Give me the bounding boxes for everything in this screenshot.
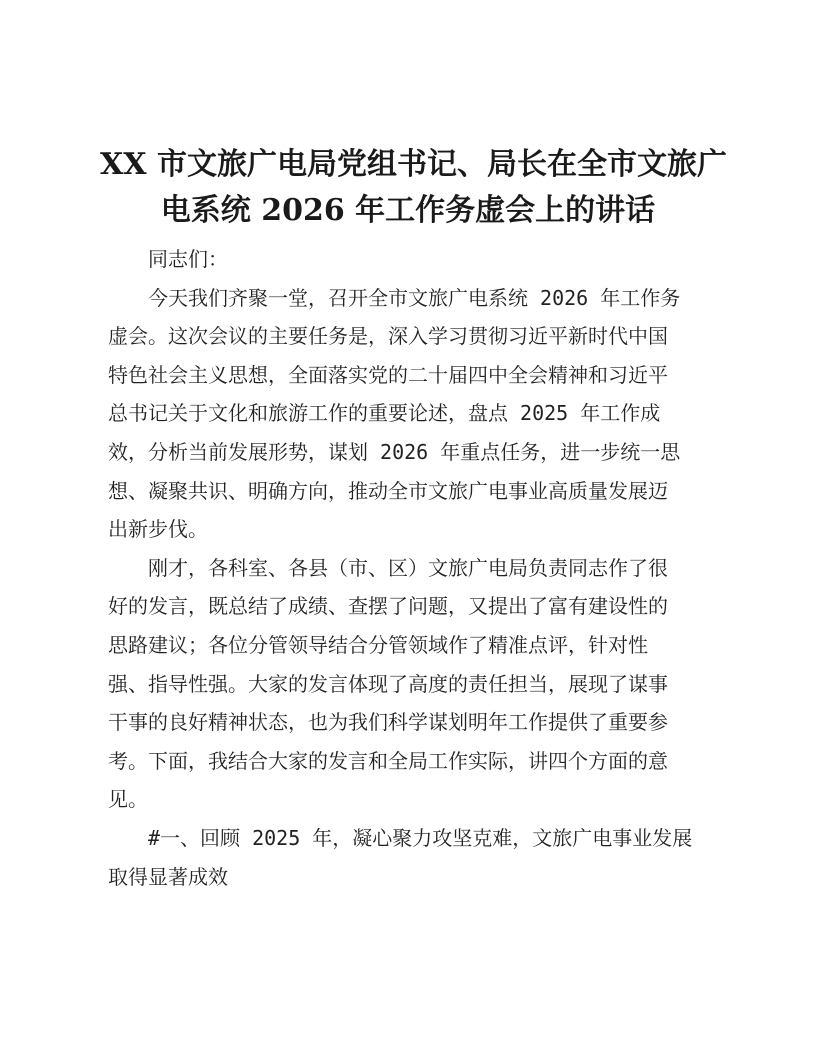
paragraph-line: 今天我们齐聚一堂，召开全市文旅广电系统 2026 年工作务	[148, 285, 681, 310]
document-title	[100, 142, 727, 234]
paragraph-line: 总书记关于文化和旅游工作的重要论述，盘点 2025 年工作成	[108, 401, 661, 426]
section-heading-line: 取得显著成效	[108, 864, 228, 889]
paragraph-review	[108, 549, 710, 819]
paragraph-line: 想、凝聚共识、明确方向，推动全市文旅广电事业高质量发展迈	[108, 478, 668, 503]
paragraph-line: 思路建议；各位分管领导结合分管领域作了精准点评，针对性	[108, 632, 648, 657]
paragraph-line: 出新步伐。	[108, 517, 208, 542]
document-body	[108, 240, 710, 896]
paragraph-line: 干事的良好精神状态，也为我们科学谋划明年工作提供了重要参	[108, 710, 668, 735]
paragraph-line: 虚会。这次会议的主要任务是，深入学习贯彻习近平新时代中国	[108, 324, 668, 349]
paragraph-line: 刚才，各科室、各县（市、区）文旅广电局负责同志作了很	[148, 555, 668, 580]
section-heading	[108, 819, 710, 896]
paragraph-line: 见。	[108, 787, 148, 812]
paragraph-line: 强、指导性强。大家的发言体现了高度的责任担当，展现了谋事	[108, 671, 668, 696]
section-heading-line: #一、回顾 2025 年，凝心聚力攻坚克难，文旅广电事业发展	[148, 825, 693, 850]
paragraph-line: 好的发言，既总结了成绩、查摆了问题，又提出了富有建设性的	[108, 594, 668, 619]
paragraph-line: 特色社会主义思想，全面落实党的二十届四中全会精神和习近平	[108, 362, 668, 387]
title-line: XX 市文旅广电局党组书记、局长在全市文旅广	[100, 147, 727, 182]
title-line: 电系统 2026 年工作务虚会上的讲话	[160, 193, 656, 228]
paragraph-opening	[108, 279, 710, 549]
salutation: 同志们：	[148, 247, 228, 271]
paragraph-line: 效，分析当前发展形势，谋划 2026 年重点任务，进一步统一思	[108, 439, 681, 464]
paragraph-line: 考。下面，我结合大家的发言和全局工作实际，讲四个方面的意	[108, 748, 668, 773]
